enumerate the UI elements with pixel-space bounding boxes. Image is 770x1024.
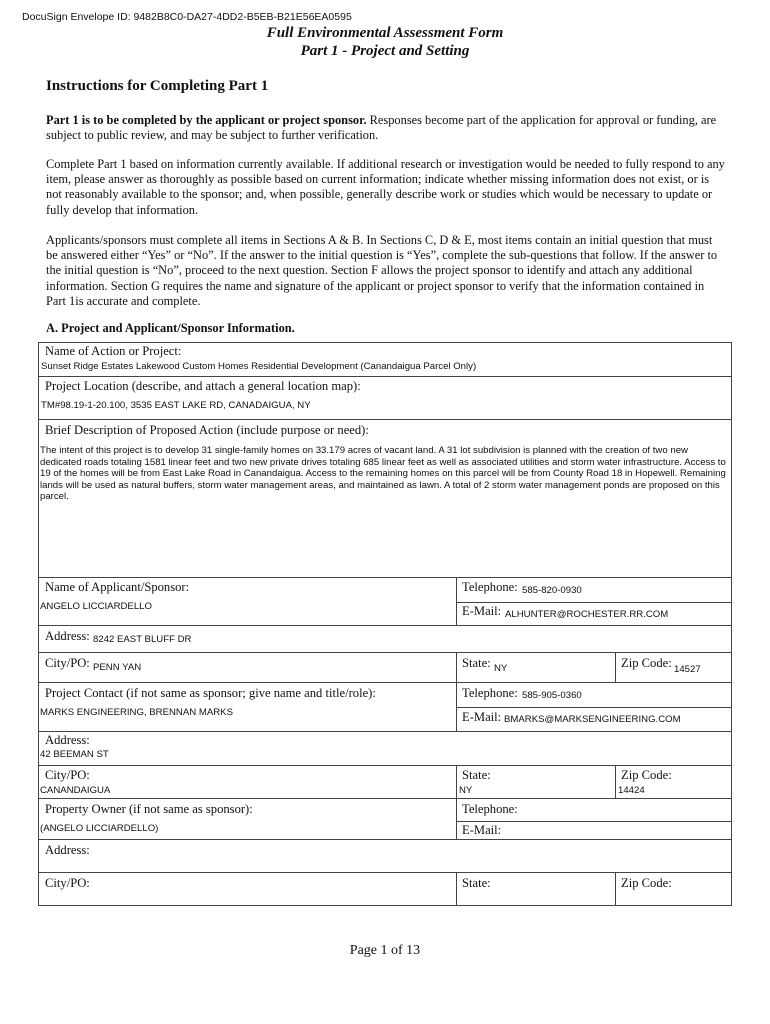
row-divider (38, 376, 732, 377)
owner-address-label: Address: (45, 843, 90, 857)
contact-state-field[interactable]: NY (459, 785, 473, 796)
row-divider (38, 682, 732, 683)
applicant-state-field[interactable]: NY (494, 663, 508, 674)
owner-address-field[interactable] (40, 858, 726, 871)
description-field[interactable]: The intent of this project is to develop 31 single-family homes on 33.179 acres of vacant land. A 31 lot subdivision is planned with the creation of two new dedicated roads totaling 1581 linear feet and two new private drives totaling 685 linear feet as well as associated utilities and storm water infrastructure. Access to 19 of the homes will be from East Lake Road in Canandaigua. Access to the remaining homes on this parcel will be from County Road 18 in Hopewell. Remaining lands will be used as natural buffers, storm water management areas, and maintained as lawn. A total of 2 storm water management ponds are proposed on this parcel. (40, 445, 726, 502)
project-location-label: Project Location (describe, and attach a general location map): (45, 379, 361, 393)
owner-name-label: Property Owner (if not same as sponsor): (45, 802, 253, 816)
owner-state-field[interactable] (459, 892, 609, 905)
applicant-address-label: Address: (45, 629, 90, 643)
row-divider (38, 419, 732, 420)
description-label: Brief Description of Proposed Action (include purpose or need): (45, 423, 369, 437)
contact-name-label: Project Contact (if not same as sponsor; give name and title/role): (45, 686, 376, 700)
column-divider (456, 765, 457, 839)
applicant-city-field[interactable]: PENN YAN (93, 662, 142, 673)
row-divider (38, 839, 732, 840)
page-number: Page 1 of 13 (349, 943, 421, 958)
instructions-heading: Instructions for Completing Part 1 (46, 78, 269, 94)
applicant-zip-label: Zip Code: (621, 656, 672, 670)
owner-city-label: City/PO: (45, 876, 90, 890)
applicant-name-label: Name of Applicant/Sponsor: (45, 580, 190, 594)
instructions-p1-bold: Part 1 is to be completed by the applicant or project sponsor. (46, 113, 367, 127)
contact-address-label: Address: (45, 733, 90, 747)
contact-email-field[interactable]: BMARKS@MARKSENGINEERING.COM (504, 714, 681, 725)
applicant-zip-field[interactable]: 14527 (674, 664, 701, 675)
owner-telephone-field[interactable] (522, 803, 727, 819)
form-title: Full Environmental Assessment Form (266, 25, 504, 41)
envelope-id: DocuSign Envelope ID: 9482B8C0-DA27-4DD2-B5EB-B21E56EA0595 (22, 11, 352, 23)
form-subtitle: Part 1 - Project and Setting (300, 43, 470, 59)
owner-email-field[interactable] (505, 824, 727, 838)
owner-email-label: E-Mail: (462, 823, 502, 837)
contact-city-label: City/PO: (45, 768, 90, 782)
column-divider (615, 765, 616, 798)
row-divider (38, 798, 732, 799)
row-divider (38, 652, 732, 653)
applicant-city-label: City/PO: (45, 656, 90, 670)
instructions-p1-rest: Responses become part of the application for approval or funding, are subject to public review, and may be subject to further verification. (46, 113, 717, 143)
section-a-heading: A. Project and Applicant/Sponsor Information. (46, 321, 295, 335)
applicant-email-field[interactable]: ALHUNTER@ROCHESTER.RR.COM (505, 609, 669, 620)
owner-state-label: State: (462, 876, 491, 890)
column-divider (456, 652, 457, 731)
project-location-field[interactable]: TM#98.19-1-20.100, 3535 EAST LAKE RD, CANADAIGUA, NY (41, 400, 311, 411)
instructions-paragraph-1 (46, 113, 726, 143)
contact-city-field[interactable]: CANANDAIGUA (40, 785, 111, 796)
name-of-action-field[interactable]: Sunset Ridge Estates Lakewood Custom Homes Residential Development (Canandaigua Parcel Only) (41, 361, 477, 372)
row-divider (38, 731, 732, 732)
column-divider (615, 872, 616, 906)
row-divider (456, 602, 732, 603)
contact-name-field[interactable]: MARKS ENGINEERING, BRENNAN MARKS (40, 707, 233, 718)
applicant-telephone-label: Telephone: (462, 580, 518, 594)
instructions-paragraph-2: Complete Part 1 based on information currently available. If additional research or investigation would be needed to fully respond to any item, please answer as thoroughly as possible based on current information; indicate whether missing information does not exist, or is not reasonably available to the sponsor; and, when possible, generally describe work or studies which would be necessary to update or fully develop that information. (46, 157, 725, 217)
row-divider (38, 765, 732, 766)
applicant-state-label: State: (462, 656, 491, 670)
applicant-telephone-field[interactable]: 585-820-0930 (522, 585, 582, 596)
owner-telephone-label: Telephone: (462, 802, 518, 816)
contact-state-label: State: (462, 768, 491, 782)
column-divider (456, 872, 457, 906)
row-divider (38, 625, 732, 626)
applicant-email-label: E-Mail: (462, 604, 502, 618)
instructions-paragraph-3: Applicants/sponsors must complete all items in Sections A & B. In Sections C, D & E, most items contain an initial question that must be answered either “Yes” or “No”. If the answer to the initial question is “Yes”, complete the sub-questions that follow. If the answer to the initial question is “No”, proceed to the next question. Section F allows the project sponsor to identify and attach any additional information. Section G requires the name and signature of the applicant or project sponsor to verify that the information contained in Part 1is accurate and complete. (46, 233, 718, 308)
column-divider (615, 652, 616, 682)
owner-zip-field[interactable] (618, 892, 728, 905)
row-divider (456, 707, 732, 708)
owner-name-field[interactable]: (ANGELO LICCIARDELLO) (40, 823, 159, 834)
contact-zip-field[interactable]: 14424 (618, 785, 645, 796)
owner-zip-label: Zip Code: (621, 876, 672, 890)
contact-email-label: E-Mail: (462, 710, 502, 724)
column-divider (456, 577, 457, 625)
row-divider (456, 821, 732, 822)
row-divider (38, 872, 732, 873)
owner-city-field[interactable] (40, 892, 450, 905)
contact-telephone-field[interactable]: 585-905-0360 (522, 690, 582, 701)
applicant-name-field[interactable]: ANGELO LICCIARDELLO (40, 601, 152, 612)
contact-address-field[interactable]: 42 BEEMAN ST (40, 749, 109, 760)
applicant-address-field[interactable]: 8242 EAST BLUFF DR (93, 634, 192, 645)
contact-zip-label: Zip Code: (621, 768, 672, 782)
contact-telephone-label: Telephone: (462, 686, 518, 700)
name-of-action-label: Name of Action or Project: (45, 344, 182, 358)
row-divider (38, 577, 732, 578)
